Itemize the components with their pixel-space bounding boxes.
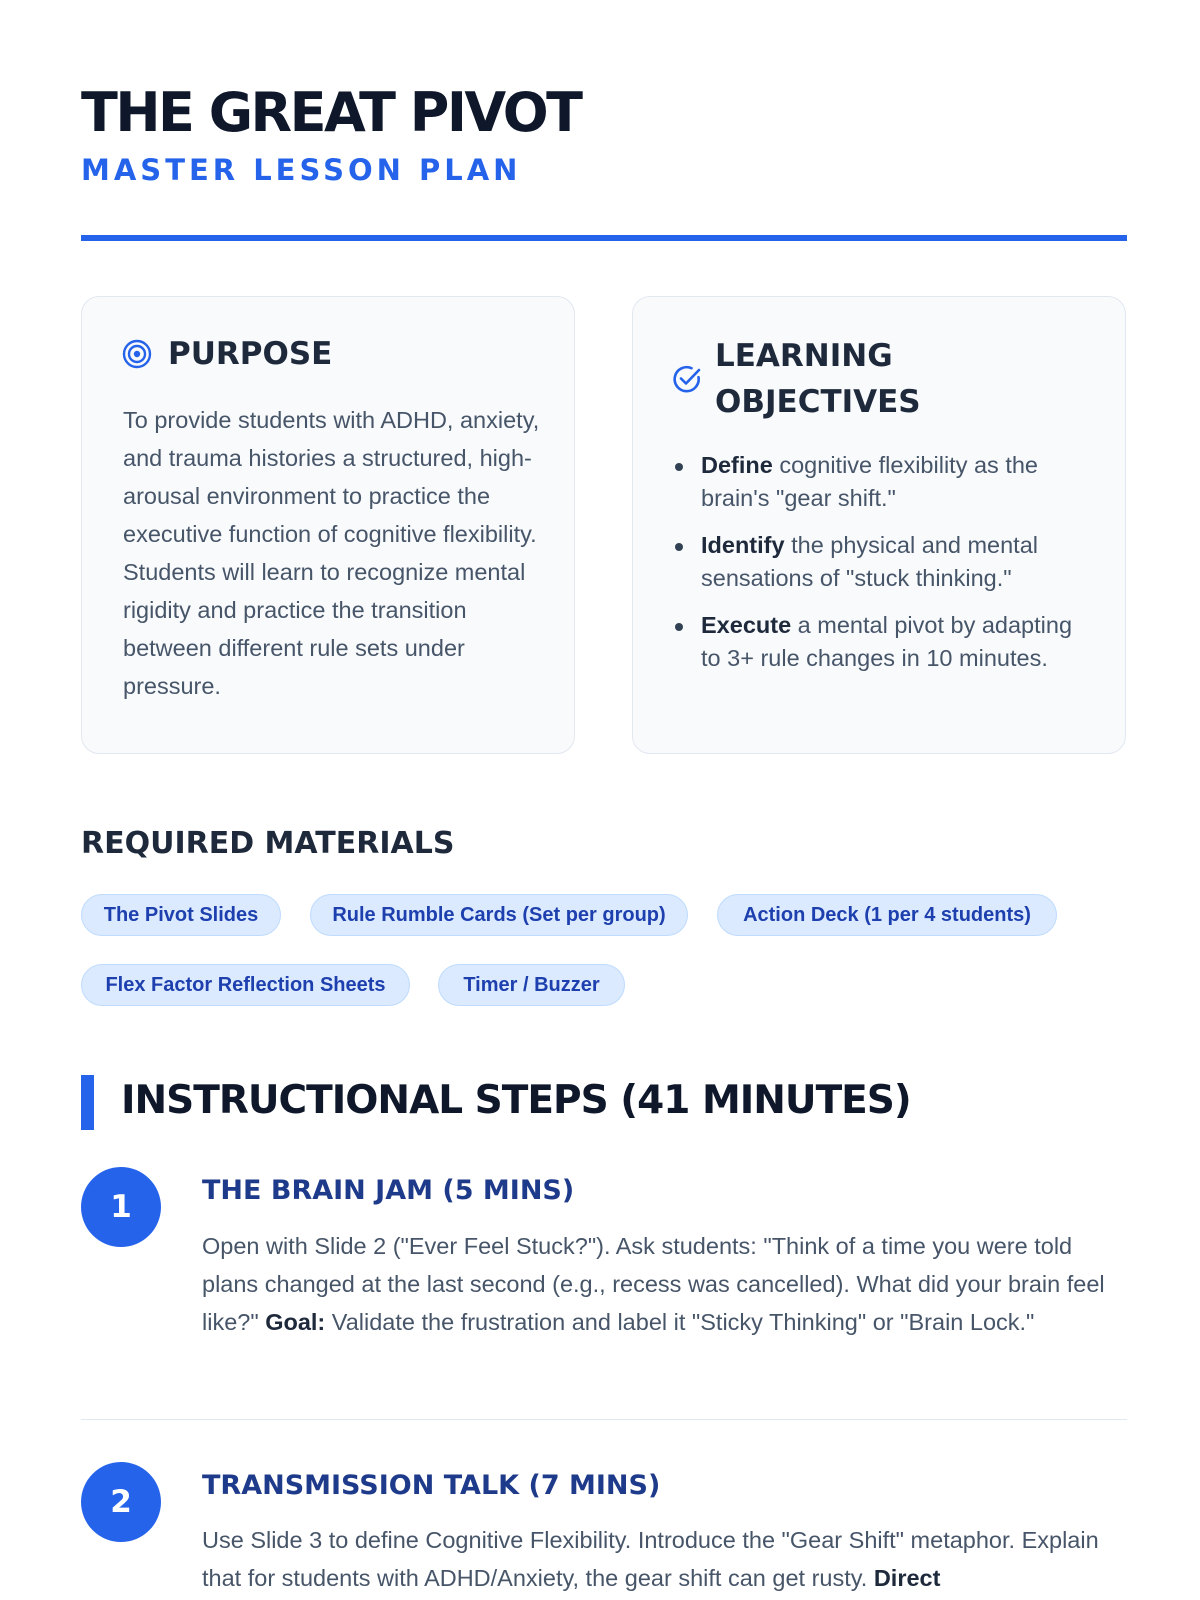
step-body-text: Open with Slide 2 ("Ever Feel Stuck?"). Ask students: "Think of a time you were told plans changed at the last second (e.g., recess was cancelled). What did your brain feel like?" bbox=[202, 1233, 1105, 1335]
objectives-title bbox=[715, 333, 921, 425]
objectives-list bbox=[667, 449, 1087, 689]
section-accent-bar bbox=[81, 1075, 94, 1130]
step-number-badge: 2 bbox=[81, 1462, 161, 1542]
purpose-title: PURPOSE bbox=[168, 336, 333, 372]
step-divider bbox=[81, 1419, 1127, 1420]
purpose-text: To provide students with ADHD, anxiety, and trauma histories a structured, high-arousal environment to practice the executive function of cognitive flexibility. Students will learn to recognize mental rigidity and practice the transition between different rule sets under pressure. bbox=[123, 407, 540, 699]
objective-item bbox=[667, 529, 1087, 595]
step-body bbox=[202, 1521, 1127, 1597]
page-subtitle: MASTER LESSON PLAN bbox=[81, 153, 522, 187]
objective-verb: Define bbox=[701, 452, 773, 478]
objective-verb: Execute bbox=[701, 612, 792, 638]
check-circle-icon bbox=[672, 364, 702, 394]
objective-item bbox=[667, 609, 1087, 675]
step-body-text: Use Slide 3 to define Cognitive Flexibility. Introduce the "Gear Shift" metaphor. Explain that for students with ADHD/Anxiety, the gear shift can get rusty. bbox=[202, 1527, 1099, 1591]
objective-item bbox=[667, 449, 1087, 515]
material-chip: Rule Rumble Cards (Set per group) bbox=[310, 894, 688, 936]
material-chip: The Pivot Slides bbox=[81, 894, 281, 936]
step-body-text: Validate the frustration and label it "Sticky Thinking" or "Brain Lock." bbox=[325, 1309, 1035, 1335]
step-body-emphasis: Goal: bbox=[265, 1309, 326, 1335]
material-chip: Timer / Buzzer bbox=[438, 964, 625, 1006]
objective-verb: Identify bbox=[701, 532, 785, 558]
title-divider bbox=[81, 235, 1127, 241]
objective-text: a mental pivot by adapting to 3+ rule changes in 10 minutes. bbox=[701, 612, 1073, 671]
target-icon bbox=[122, 339, 152, 369]
step-title: THE BRAIN JAM (5 MINS) bbox=[202, 1175, 575, 1206]
page-title: THE GREAT PIVOT bbox=[81, 81, 581, 144]
objectives-title-line1: LEARNING bbox=[715, 338, 893, 374]
step-title: TRANSMISSION TALK (7 MINS) bbox=[202, 1470, 661, 1501]
material-chip: Flex Factor Reflection Sheets bbox=[81, 964, 410, 1006]
steps-title: INSTRUCTIONAL STEPS (41 MINUTES) bbox=[121, 1078, 911, 1123]
objectives-title-line2: OBJECTIVES bbox=[715, 384, 921, 420]
objective-text: the physical and mental sensations of "stuck thinking." bbox=[701, 532, 1038, 591]
step-body-emphasis: Direct bbox=[873, 1565, 941, 1591]
objectives-card bbox=[632, 296, 1126, 754]
objective-text: cognitive flexibility as the brain's "gear shift." bbox=[701, 452, 1038, 511]
lesson-plan-page bbox=[81, 0, 1127, 1600]
material-chip: Action Deck (1 per 4 students) bbox=[717, 894, 1057, 936]
purpose-card bbox=[81, 296, 575, 754]
materials-title: REQUIRED MATERIALS bbox=[81, 826, 455, 861]
step-body bbox=[202, 1227, 1127, 1341]
step-number-badge: 1 bbox=[81, 1167, 161, 1247]
